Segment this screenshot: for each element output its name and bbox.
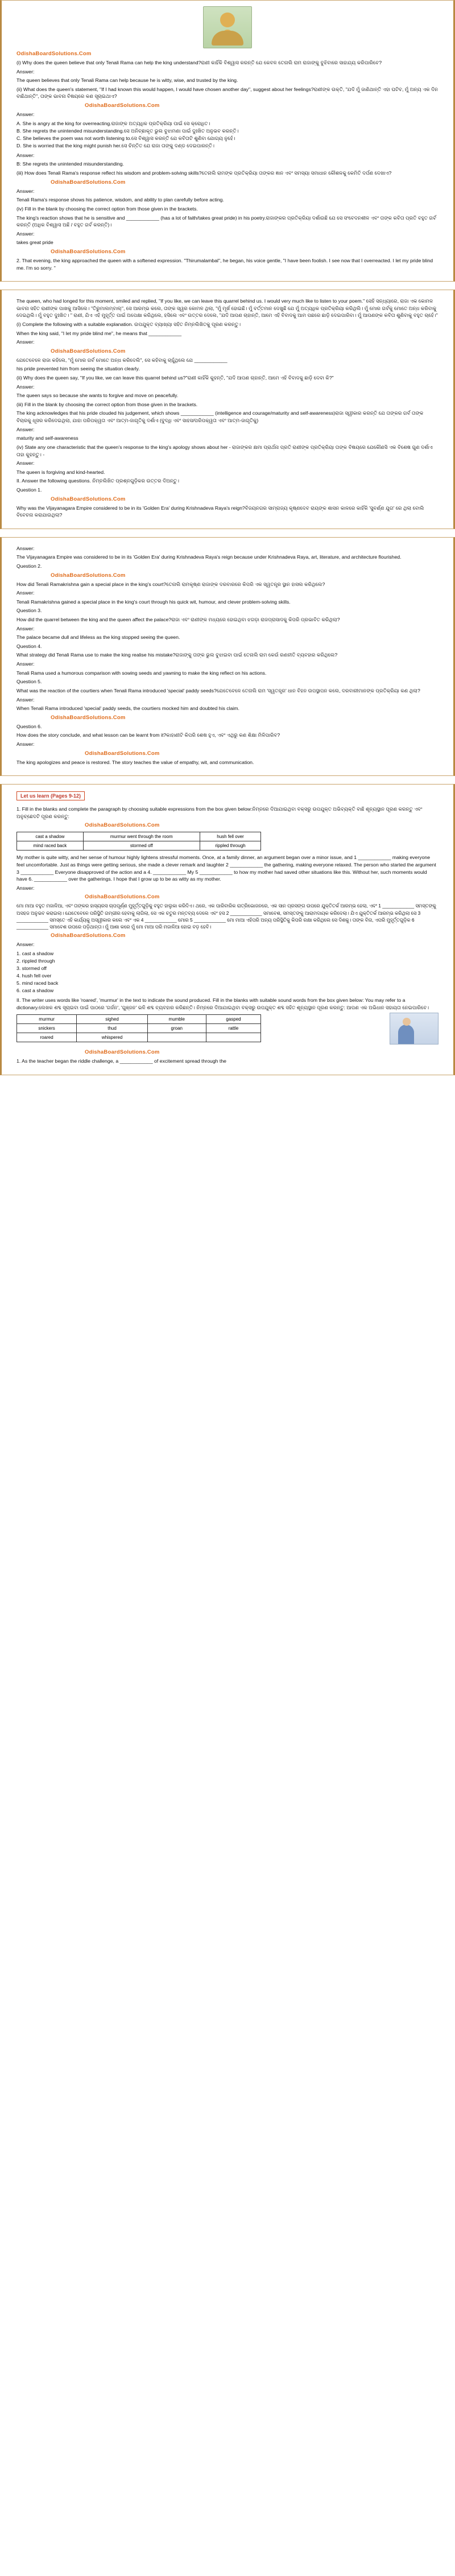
question-1-iv-blank: The king's reaction shows that he is sensitive and ____________ (has a lot of faith/takes great pride) in his poetry.ରାଜାଙ୍କର ପ୍ରତିକ୍ରିୟା ଦର୍ଶାଉଛି ଯେ ସେ ସଂବେଦନଶୀଳ ଏବଂ ତାଙ୍କ କବିତା ପ୍ରତି ବହୁତ ଗର୍ବ କରନ୍ତି (ଅଧିକ ବିଶ୍ୱାସ ଅଛି / ବହୁତ ଗର୍ବ କରନ୍ତି)।: [16, 214, 437, 228]
word-box-2: [16, 1014, 261, 1042]
word-cell: thud: [77, 1024, 148, 1033]
question-2-i: (i) Complete the following with a suitable explanation. ଉପଯୁକ୍ତ ବ୍ୟାଖ୍ୟା ସହିତ ନିମ୍ନଲିଖିତକୁ ପୂରଣ କରନ୍ତୁ।: [16, 321, 241, 327]
task-1-instruction: 1. Fill in the blanks and complete the paragraph by choosing suitable expressions from the box given below:ନିମ୍ନରେ ଦିଆଯାଇଥିବା ବକ୍ସରୁ ଉପଯୁକ୍ତ ଅଭିବ୍ୟକ୍ତି ବାଛି ଶୂନ୍ୟସ୍ଥାନ ପୂରଣ କରନ୍ତୁ ଏବଂ ଅନୁଚ୍ଛେଦଟି ପୂରଣ କରନ୍ତୁ:: [16, 806, 423, 819]
answer-label-5: Answer:: [16, 339, 35, 345]
word-cell: murmur went through the room: [83, 832, 200, 841]
word-cell: rippled through: [200, 841, 261, 851]
answer-label-1: Answer:: [16, 68, 35, 75]
option-a: A. She is angry at the king for overreacting.ରାଜାଙ୍କ ଅତ୍ୟଧିକ ପ୍ରତିକ୍ରିୟା ପାଇଁ ସେ କ୍ରୋଧିତ।: [16, 120, 210, 126]
question-3-text: How did the quarrel between the king and the queen affect the palace?ରାଜା ଏବଂ ରାଣୀଙ୍କ ମଧ୍ୟରେ ହୋଇଥିବା ଝଗଡ଼ା ରାଜପ୍ରାସାଦକୁ କିପରି ପ୍ରଭାବିତ କରିଥିଲା?: [16, 617, 340, 623]
answer-text-4: takes great pride: [16, 240, 53, 246]
question-5-text: What was the reaction of the courtiers when Tenali Rama introduced 'special' paddy seeds?ଯେତେବେଳେ ତେନାଲି ରାମ 'ସ୍ୱତନ୍ତ୍ର' ଧାନ ବିହନ ଉପସ୍ଥାପନ କଲେ, ଦରବାରୀମାନଙ୍କ ପ୍ରତିକ୍ରିୟା କଣ ଥିଲା?: [16, 687, 420, 693]
question-1-iv: (iv) Fill in the blank by choosing the correct option from those given in the brackets.: [16, 205, 198, 212]
answer-item: 3. stormed off: [16, 965, 47, 971]
paragraph-with-blanks: My mother is quite witty, and her sense of humour highly lightens stressful moments. Once, at a family dinner, an argument began over a minor issue, and 1 ____________ making everyone feel uncomfortable. Just as things were getting serious, she made a clever remark and laughter 2 ____________ the gathering, making everyone relaxed. The person who started the argument 3 ____________ Everyone disapproved of the action and a 4. ____________ My 5 ____________ to how my mother had saved other situations like this. Without her, such moments would have 6. ____________ over the gatherings. I hope that I grow up to be as witty as my mother.: [16, 854, 436, 882]
answer-item: 4. hush fell over: [16, 972, 52, 979]
teacher-classroom-image: [390, 1013, 439, 1045]
answer-text-q1: The Vijayanagara Empire was considered to be in its 'Golden Era' during Krishnadeva Raya's reign because under Krishnadeva Raya, art, literature, and architecture flourished.: [16, 554, 402, 560]
word-box-row: [17, 1024, 261, 1033]
answer-label-q2: Answer:: [16, 590, 35, 596]
passage-2-continued: The queen, who had longed for this moment, smiled and replied, "If you like, we can leave this quarrel behind us. I would very much like to listen to your poem." ସେହି ସନ୍ଧ୍ୟାରେ, ରାଜା ଏକ କୋମଳ ଭାବନା ସହିତ ରାଣୀଙ୍କ ପାଖକୁ ଆସିଲେ। "ତିରୁମାଲମ୍ବାଲ୍", ସେ ଆରମ୍ଭ କଲେ, ତାଙ୍କ ସ୍ୱର କୋମଳ ଥିଲା, "ମୁଁ ମୂର୍ଖ ହୋଇଛି। ମୁଁ ବର୍ତ୍ତମାନ ଦେଖୁଛି ଯେ ମୁଁ ଅତ୍ୟଧିକ ପ୍ରତିକ୍ରିୟା କରିଥିଲି। ମୁଁ ମୋର ଗର୍ବକୁ ମୋତେ ଅନ୍ଧ କରିବାକୁ ଦେଇଥିଲି। ମୁଁ ବହୁତ ଦୁଃଖିତ। " ରାଣୀ, ଯିଏ ଏହି ମୁହୂର୍ତ୍ତ ପାଇଁ ଅପେକ୍ଷା କରିଥିଲେ, ହସିଲେ ଏବଂ ଉତ୍ତର ଦେଲେ, "ଯଦି ଆପଣ ଚାହାନ୍ତି, ଆମେ ଏହି ବିବାଦକୁ ଆମ ପଛରେ ଛାଡ଼ି ଦେଇପାରିବା। ମୁଁ ଆପଣଙ୍କ କବିତା ଶୁଣିବାକୁ ବହୁତ ଚାହେଁ।": [16, 298, 438, 319]
word-cell: mumble: [147, 1015, 206, 1024]
answer-label-2b: Answer:: [16, 152, 35, 158]
question-label-6: Question 6.: [16, 723, 42, 729]
answer-label-7: Answer:: [16, 426, 35, 432]
watermark: OdishaBoardSolutions.Com: [85, 102, 160, 109]
option-c: C. She believes the poem was not worth listening to.ସେ ବିଶ୍ୱାସ କରନ୍ତି ଯେ କବିତାଟି ଶୁଣିବା ଯୋଗ୍ୟ ନୁହେଁ।: [16, 135, 235, 141]
option-list-1-ii: [16, 120, 439, 150]
answer-text-q5: When Tenali Rama introduced 'special' paddy seeds, the courtiers mocked him and doubted his claim.: [16, 705, 239, 712]
word-cell: rattle: [206, 1024, 261, 1033]
question-2-iii: (iii) Fill in the blank by choosing the correct option from those given in the brackets.: [16, 401, 198, 407]
answer-text-q2: Tenali Ramakrishna gained a special place in the king's court through his quick wit, humour, and clever problem-solving skills.: [16, 598, 291, 605]
word-cell: roared: [17, 1033, 77, 1042]
option-b: B. She regrets the unintended misunderstanding.ସେ ଅନିଚ୍ଛାକୃତ ଭୁଲ ବୁଝାମଣା ପାଇଁ ଦୁଃଖିତ ଅନୁଭବ କରନ୍ତି।: [16, 127, 239, 134]
word-cell: hush fell over: [200, 832, 261, 841]
word-box-row: [17, 1015, 261, 1024]
answer-text-2: B: She regrets the unintended misunderstanding.: [16, 161, 124, 167]
watermark: OdishaBoardSolutions.Com: [85, 822, 160, 829]
section-heading-let-us-learn: Let us learn (Pages 9-12): [16, 791, 85, 800]
watermark: OdishaBoardSolutions.Com: [51, 179, 126, 185]
answer-label-q1: Answer:: [16, 545, 35, 551]
question-2-i-blank: When the king said, "I let my pride blind me", he means that ____________: [16, 330, 182, 336]
word-box-row: [17, 841, 261, 851]
passage-2: 2. That evening, the king approached the queen with a softened expression. "Thirumalambal", he began, his voice gentle, "I have been foolish. I see now that I overreacted. I let my pride blind me. I'm so sorry. ": [16, 257, 433, 271]
answer-text-8: The queen is forgiving and kind-hearted.: [16, 469, 105, 475]
word-cell: whispered: [77, 1033, 148, 1042]
word-cell: cast a shadow: [17, 832, 84, 841]
task-2-instruction: II. The writer uses words like 'roared', 'murmur' in the text to indicate the sound produced. Fill in the blanks with suitable sound words from the box given below: You may refer to a dictionary.ଲେଖକ ଶବ୍ଦ ସୂଚାଇବା ପାଇଁ ପାଠରେ 'ଗର୍ଜନ', 'ଗୁଞ୍ଜନ' ଭଳି ଶବ୍ଦ ବ୍ୟବହାର କରିଛନ୍ତି। ନିମ୍ନରେ ଦିଆଯାଇଥିବା ବକ୍ସରୁ ଉପଯୁକ୍ତ ଶବ୍ଦ ସହିତ ଶୂନ୍ୟସ୍ଥାନ ପୂରଣ କରନ୍ତୁ: ଆପଣ ଏକ ଅଭିଧାନ ସହାୟତା ନେଇପାରିବେ।: [16, 997, 429, 1010]
answer-item: 1. cast a shadow: [16, 950, 54, 956]
word-box-row: [17, 1033, 261, 1042]
answer-text-3: Tenali Rama's response shows his patience, wisdom, and ability to plan carefully before acting.: [16, 197, 224, 203]
watermark: OdishaBoardSolutions.Com: [51, 248, 126, 255]
question-1-ii: (ii) What does the queen's statement, "If I had known this would happen, I would have chosen another day", suggest about her feelings?ରାଣୀଙ୍କ ଉକ୍ତି, "ଯଦି ମୁଁ ଜାଣିଥାନ୍ତି ଏହା ଘଟିବ, ମୁଁ ଅନ୍ୟ ଏକ ଦିନ ବାଛିଥାନ୍ତି", ତାଙ୍କ ଭାବନା ବିଷୟରେ କଣ ସୂଚାଇଥାଏ?: [16, 86, 439, 100]
answer-label-q6: Answer:: [16, 741, 35, 747]
question-label-1: Question 1.: [16, 486, 42, 493]
question-2-iii-blank: The king acknowledges that his pride clouded his judgement, which shows ____________ (intelligence and courage/maturity and self-awareness)ରାଜା ସ୍ୱୀକାର କରନ୍ତି ଯେ ତାଙ୍କର ଗର୍ବ ତାଙ୍କ ବିଚାରକୁ ଧୂସର କରିଦେଇଥିଲା, ଯାହା ପରିପକ୍ୱତା ଏବଂ ଆତ୍ମ-ଜାଗୃତିକୁ ଦର୍ଶାଏ (ବୁଦ୍ଧି ଏବଂ ସାହସ/ପରିପକ୍ୱତା ଏବଂ ଆତ୍ମ-ଜାଗୃତିକୁ): [16, 410, 424, 424]
word-cell: gasped: [206, 1015, 261, 1024]
question-4-text: What strategy did Tenali Rama use to make the king realise his mistake?ରାଜାଙ୍କୁ ତାଙ୍କ ଭୁଲ ବୁଝାଇବା ପାଇଁ ତେନାଲି ରାମ କେଉଁ ରଣନୀତି ବ୍ୟବହାର କରିଥିଲେ?: [16, 652, 338, 658]
answer-item: 5. mind raced back: [16, 980, 59, 986]
watermark: OdishaBoardSolutions.Com: [51, 572, 126, 579]
watermark: OdishaBoardSolutions.Com: [51, 714, 126, 721]
question-1-i: (i) Why does the queen believe that only Tenali Rama can help the king understand?ରାଣୀ କାହିଁକି ବିଶ୍ୱାସ କରନ୍ତି ଯେ କେବଳ ତେନାଲି ରାମ ରାଜାଙ୍କୁ ବୁଝିବାରେ ସାହାଯ୍ୟ କରିପାରିବେ?: [16, 60, 382, 65]
answer-label-6: Answer:: [16, 383, 35, 390]
buddha-statue-image: [16, 6, 439, 48]
word-cell: snickers: [17, 1024, 77, 1033]
answer-text-1: The queen believes that only Tenali Rama can help because he is witty, wise, and trusted by the king.: [16, 77, 238, 84]
answer-label-3: Answer:: [16, 188, 35, 194]
word-box-1: [16, 832, 261, 851]
page-section-2: [0, 290, 455, 529]
question-2-ii: (ii) Why does the queen say, "If you like, we can leave this quarrel behind us?"ରାଣୀ କାହିଁକି କୁହନ୍ତି, "ଯଦି ଆପଣ ଚାହାନ୍ତି, ଆମେ ଏହି ବିବାଦକୁ ଛାଡ଼ି ଦେବା କି?": [16, 375, 334, 381]
answer-text-7: maturity and self-awareness: [16, 435, 78, 441]
question-2-text: How did Tenali Ramakrishna gain a special place in the king's court?ତେନାଲି ରାମକୃଷ୍ଣ ରାଜାଙ୍କ ଦରବାରରେ କିପରି ଏକ ସ୍ୱତନ୍ତ୍ର ସ୍ଥାନ ହାସଲ କରିଥିଲେ?: [16, 581, 325, 587]
question-label-4: Question 4.: [16, 643, 42, 649]
option-d: D. She is worried that the king might punish her.ସେ ଚିନ୍ତିତ ଯେ ରାଜା ତାଙ୍କୁ ଦଣ୍ଡ ଦେଇପାରନ୍ତି।: [16, 142, 214, 148]
word-cell: mind raced back: [17, 841, 84, 851]
question-label-3: Question 3.: [16, 608, 42, 614]
question-1-iii: (iii) How does Tenali Rama's response reflect his wisdom and problem-solving skills?ତେନାଲି ରାମଙ୍କ ପ୍ରତିକ୍ରିୟା ତାଙ୍କର ଜ୍ଞାନ ଏବଂ ସମସ୍ୟା ସମାଧାନ କୌଶଳକୁ କେମିତି ଦର୍ପଣ ଦେଖାଏ?: [16, 170, 392, 176]
page-section-1: [0, 0, 455, 282]
word-cell: murmur: [17, 1015, 77, 1024]
paragraph-with-blanks-odia: ମୋ ମାଆ ବହୁତ ମଜାଳିଆ, ଏବଂ ତାଙ୍କର ହାସ୍ୟରସ ଚାପପୂର୍ଣ୍ଣ ମୁହୂର୍ତ୍ତଗୁଡ଼ିକୁ ବହୁତ ହାଲୁକା କରିଦିଏ। ଥରେ, ଏକ ପାରିବାରିକ ରାତ୍ରିଭୋଜନରେ, ଏକ ସାନ ପ୍ରସଙ୍ଗ ଉପରେ ଯୁକ୍ତିତର୍କ ଆରମ୍ଭ ହେଲା, ଏବଂ 1 ____________ ସମସ୍ତଙ୍କୁ ଅସହଜ ଅନୁଭବ କରାଇଲା। ଯେତେବେଳେ ପରିସ୍ଥିତି ଗମ୍ଭୀର ହେବାକୁ ଲାଗିଲା, ସେ ଏକ ଚତୁର ମନ୍ତବ୍ୟ ଦେଲେ ଏବଂ ହସ 2 ____________ ସମାବେଶ, ସମସ୍ତଙ୍କୁ ଆରାମଦାୟକ କରିଦେଲା। ଯିଏ ଯୁକ୍ତିତର୍କ ଆରମ୍ଭ କରିଥିଲା ସେ 3 ____________ ସମସ୍ତେ ଏହି କାର୍ଯ୍ୟକୁ ଅସ୍ୱୀକାର କଲେ ଏବଂ ଏକ 4 ____________ ମୋର 5 ____________ ମୋ ମାଆ ଏହିପରି ଅନ୍ୟ ପରିସ୍ଥିତିକୁ କିପରି ରକ୍ଷା କରିଥିଲେ ସେ ଦିଶକୁ। ତାଙ୍କ ବିନା, ଏପରି ମୁହୂର୍ତ୍ତଗୁଡ଼ିକ 6 ____________ ସମାବେଶ ଉପରେ ପଡ଼ିଥାନ୍ତା। ମୁଁ ଆଶା କରେ ମୁଁ ମୋ ମାଆ ପରି ମଜାଳିଆ ହୋଇ ବଡ଼ ହେବି।: [16, 903, 436, 930]
answer-label-q5: Answer:: [16, 696, 35, 703]
answer-text-5-odia: ଯେତେବେଳେ ରାଜା କହିଲେ, "ମୁଁ ମୋର ଗର୍ବ ମୋତେ ଅନ୍ଧ କରିଦେଲି", ସେ କହିବାକୁ ଚାହୁଁଥିଲେ ଯେ ____________: [16, 357, 228, 363]
page-section-4: [0, 784, 455, 1075]
question-label-5: Question 5.: [16, 679, 42, 685]
instruction-answer-questions: II. Answer the following questions. ନିମ୍ନଲିଖିତ ପ୍ରଶ୍ନଗୁଡ଼ିକର ଉତ୍ତର ଦିଅନ୍ତୁ।: [16, 478, 180, 484]
answer-text-5: his pride prevented him from seeing the situation clearly.: [16, 366, 140, 372]
word-cell: groan: [147, 1024, 206, 1033]
answer-label-task1b: Answer:: [16, 942, 35, 948]
task-2-question-1: 1. As the teacher began the riddle challenge, a ____________ of excitement spread through the: [16, 1058, 227, 1064]
watermark: OdishaBoardSolutions.Com: [85, 894, 160, 901]
answer-label-8: Answer:: [16, 460, 35, 467]
question-label-2: Question 2.: [16, 563, 42, 569]
word-cell: [147, 1033, 206, 1042]
answer-label-2: Answer:: [16, 112, 35, 118]
answer-text-q3: The palace became dull and lifeless as the king stopped seeing the queen.: [16, 634, 180, 641]
word-cell: stormed off: [83, 841, 200, 851]
watermark: OdishaBoardSolutions.Com: [51, 932, 126, 939]
page-section-3: [0, 537, 455, 776]
answer-item: 2. rippled through: [16, 957, 55, 964]
watermark: OdishaBoardSolutions.Com: [85, 1049, 160, 1056]
answer-label-q4: Answer:: [16, 661, 35, 667]
watermark: OdishaBoardSolutions.Com: [85, 750, 160, 757]
answer-list-task1: [16, 950, 439, 994]
answer-label-q3: Answer:: [16, 625, 35, 631]
question-1-text: Why was the Vijayanagara Empire considered to be in its 'Golden Era' during Krishnadeva Raya's reign?ବିଜୟନଗର ସାମ୍ରାଜ୍ୟ କୃଷ୍ଣଦେବ ରାୟଙ୍କ ଶାସନ କାଳରେ କାହିଁକି 'ସୁବର୍ଣ୍ଣ ଯୁଗ' ରେ ଥିଲା ବୋଲି ବିବେଚନା କରାଯାଉଥିଲା?: [16, 505, 424, 518]
answer-label-task1: Answer:: [16, 885, 35, 891]
watermark: OdishaBoardSolutions.Com: [16, 51, 92, 57]
watermark: OdishaBoardSolutions.Com: [51, 348, 126, 354]
answer-text-q6: The king apologizes and peace is restored. The story teaches the value of empathy, wit, and communication.: [16, 759, 254, 765]
question-6-text: How does the story conclude, and what lesson can be learnt from it?କାହାଣୀଟି କିପରି ଶେଷ ହୁଏ, ଏବଂ ଏଥିରୁ କଣ ଶିକ୍ଷା ମିଳିପାରିବ?: [16, 732, 280, 738]
answer-label-4: Answer:: [16, 230, 35, 237]
word-cell: [206, 1033, 261, 1042]
answer-text-q4: Tenali Rama used a humorous comparison with sowing seeds and yawning to make the king reflect on his actions.: [16, 670, 267, 676]
word-box-row: [17, 832, 261, 841]
answer-text-6: The queen says so because she wants to forgive and move on peacefully.: [16, 393, 179, 399]
document-page: [0, 0, 455, 1075]
watermark: OdishaBoardSolutions.Com: [51, 496, 126, 502]
question-2-iv: (iv) State any one characteristic that the queen's response to the king's apology shows about her - ରାଜାଙ୍କର କ୍ଷମା ପ୍ରାର୍ଥନା ପ୍ରତି ରାଣୀଙ୍କ ପ୍ରତିକ୍ରିୟା ତାଙ୍କ ବିଷୟରେ ଯେକୌଣସି ଏକ ବିଶେଷ ଗୁଣ ଦର୍ଶାଏ ତାହା କୁହନ୍ତୁ। -: [16, 444, 433, 457]
answer-item: 6. cast a shadow: [16, 988, 54, 994]
word-cell: sighed: [77, 1015, 148, 1024]
